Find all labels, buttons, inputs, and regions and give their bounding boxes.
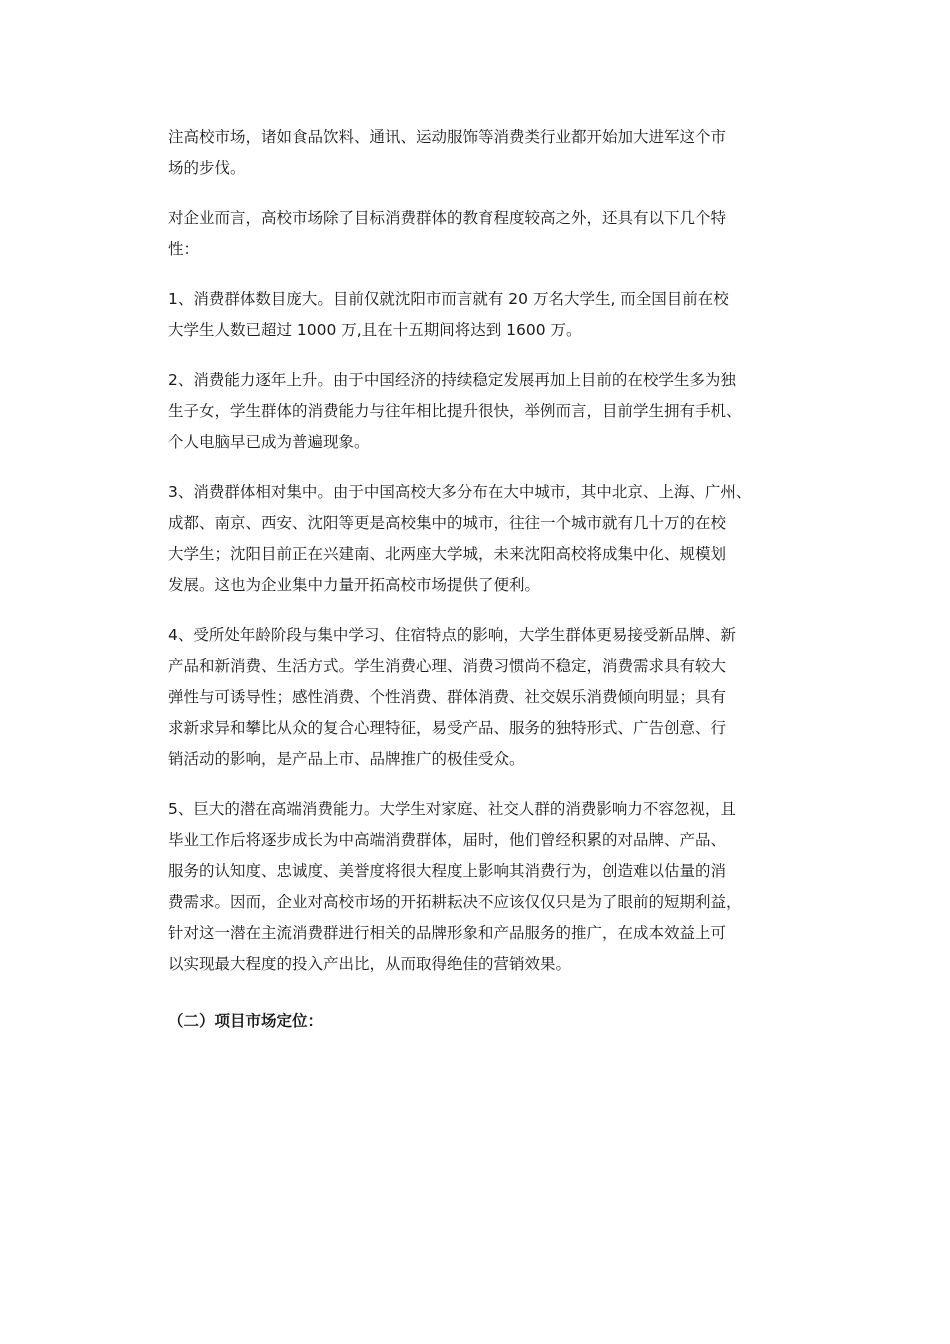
- text-line: 3、消费群体相对集中。由于中国高校大多分布在大中城市，其中北京、上海、广州、: [168, 483, 752, 501]
- text-line: 以实现最大程度的投入产出比，从而取得绝佳的营销效果。: [168, 955, 572, 973]
- text-line: 个人电脑早已成为普遍现象。: [168, 433, 370, 451]
- text-line: 弹性与可诱导性；感性消费、个性消费、群体消费、社交娱乐消费倾向明显；具有: [168, 688, 727, 706]
- paragraph-point-2: [168, 365, 798, 458]
- paragraph-intro-continuation: [168, 122, 798, 184]
- document-body: [168, 122, 798, 1037]
- text-line: 毕业工作后将逐步成长为中高端消费群体，届时，他们曾经积累的对品牌、产品、: [168, 831, 727, 849]
- text-line: 4、受所处年龄阶段与集中学习、住宿特点的影响，大学生群体更易接受新品牌、新: [168, 626, 736, 644]
- paragraph-point-1: [168, 284, 798, 346]
- text-line: 费需求。因而，企业对高校市场的开拓耕耘决不应该仅仅只是为了眼前的短期利益，: [168, 893, 742, 911]
- text-line: 场的步伐。: [168, 159, 246, 177]
- text-line: 性：: [168, 240, 200, 258]
- text-line: 注高校市场，诸如食品饮料、通讯、运动服饰等消费类行业都开始加大进军这个市: [168, 128, 727, 146]
- text-line: 2、消费能力逐年上升。由于中国经济的持续稳定发展再加上目前的在校学生多为独: [168, 371, 736, 389]
- text-line: 大学生人数已超过 1000 万,且在十五期间将达到 1600 万。: [168, 321, 582, 339]
- text-line: 销活动的影响，是产品上市、品牌推广的极佳受众。: [168, 750, 525, 768]
- text-line: 服务的认知度、忠诚度、美誉度将很大程度上影响其消费行为，创造难以估量的消: [168, 862, 727, 880]
- text-line: 求新求异和攀比从众的复合心理特征，易受产品、服务的独特形式、广告创意、行: [168, 719, 727, 737]
- text-line: 5、巨大的潜在高端消费能力。大学生对家庭、社交人群的消费影响力不容忽视，且: [168, 800, 736, 818]
- text-line: 1、消费群体数目庞大。目前仅就沈阳市而言就有 20 万名大学生, 而全国目前在校: [168, 290, 729, 308]
- text-line: 对企业而言，高校市场除了目标消费群体的教育程度较高之外，还具有以下几个特: [168, 209, 727, 227]
- text-line: 发展。这也为企业集中力量开拓高校市场提供了便利。: [168, 576, 541, 594]
- text-line: 大学生；沈阳目前正在兴建南、北两座大学城，未来沈阳高校将成集中化、规模划: [168, 545, 727, 563]
- text-line: 成都、南京、西安、沈阳等更是高校集中的城市，往往一个城市就有几十万的在校: [168, 514, 727, 532]
- text-line: 产品和新消费、生活方式。学生消费心理、消费习惯尚不稳定，消费需求具有较大: [168, 657, 727, 675]
- text-line: 针对这一潜在主流消费群进行相关的品牌形象和产品服务的推广，在成本效益上可: [168, 924, 727, 942]
- section-heading: （二）项目市场定位：: [168, 1012, 324, 1030]
- text-line: 生子女，学生群体的消费能力与往年相比提升很快，举例而言，目前学生拥有手机、: [168, 402, 742, 420]
- paragraph-point-4: [168, 620, 798, 775]
- paragraph-characteristics-intro: [168, 203, 798, 265]
- paragraph-point-5: [168, 794, 798, 980]
- paragraph-point-3: [168, 477, 798, 601]
